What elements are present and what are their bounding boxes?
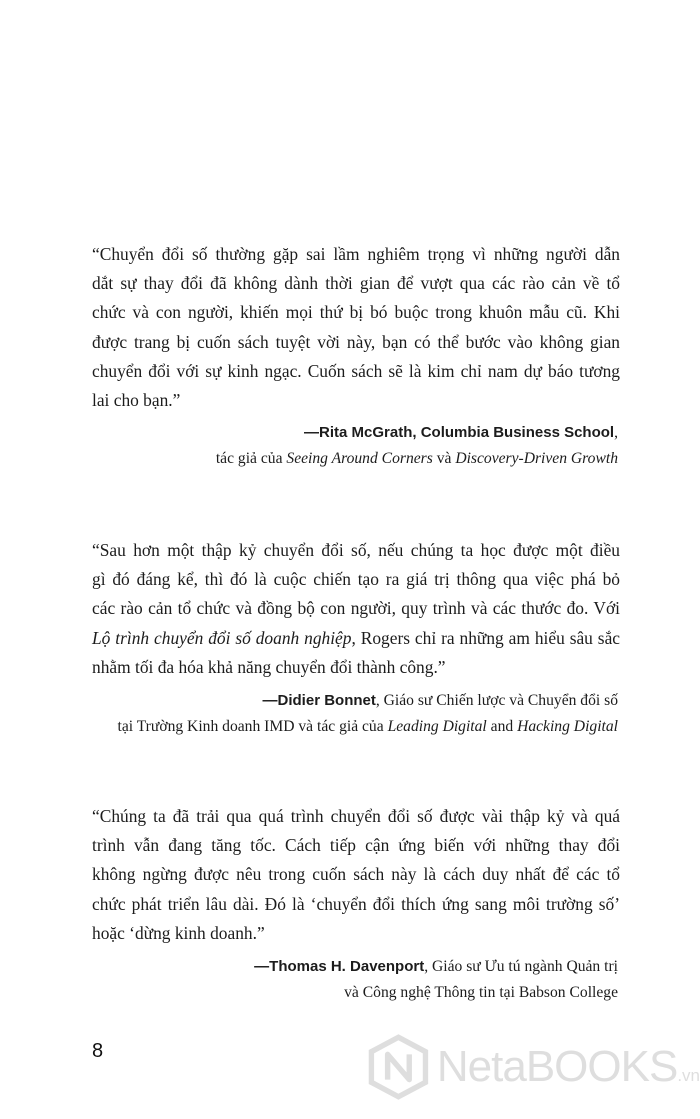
attribution-text: , [614,424,618,441]
page-number: 8 [92,1040,104,1062]
quote-line: lai cho bạn.” [92,390,181,411]
attribution-3 [58,954,618,1006]
quote-line: chức và con người, khiến mọi thứ bị bó buộc trong khuôn mẫu cũ. Khi [92,302,620,323]
quote-2 [92,536,620,682]
attribution-text: , Giáo sư Ưu tú ngành Quản trị [424,958,618,975]
quote-line: hoặc ‘dừng kinh doanh.” [92,922,265,943]
quote-line: nhằm tối đa hóa khả năng chuyển đổi thành công.” [92,656,446,677]
attribution-text: và [432,450,456,467]
attribution-text: tại Trường Kinh doanh IMD và tác giả của [117,718,388,735]
quote-line [92,624,620,653]
watermark-suffix: .vn [677,1066,700,1085]
attribution-line [58,446,618,472]
quote-line: chức phát triển lâu dài. Đó là ‘chuyển đổi thích ứng sang môi trường số’ [92,893,620,914]
attribution-line [58,688,618,714]
attribution-line: và Công nghệ Thông tin tại Babson College [344,984,618,1001]
quote-3 [92,802,620,948]
attribution-text: , Giáo sư Chiến lược và Chuyển đổi số [375,692,618,709]
book-title: Seeing Around Corners [286,450,433,467]
quote-line: “Chuyển đổi số thường gặp sai lầm nghiêm trọng vì những người dẫn [92,244,620,264]
author-name: —Didier Bonnet [262,692,376,709]
quote-line: chuyển đổi với sự kinh ngạc. Cuốn sách sẽ là kim chỉ nam dự báo tương [92,360,620,381]
author-name: —Rita McGrath, Columbia Business School [304,424,615,441]
quote-line: dắt sự thay đổi đã không dành thời gian để vượt qua các rào cản về tổ [92,273,620,294]
quote-line: gì đó đáng kể, thì đó là cuộc chiến tạo ra giá trị thông qua việc phá bỏ [92,569,620,590]
attribution-line [58,714,618,740]
quote-1 [92,240,620,415]
quote-line: “Sau hơn một thập kỷ chuyển đổi số, nếu chúng ta học được một điều [92,540,620,560]
book-title: Leading Digital [387,718,487,735]
author-name: —Thomas H. Davenport [254,958,425,975]
book-title: Discovery-Driven Growth [455,450,618,467]
attribution-line [58,420,618,446]
quote-line: được trang bị cuốn sách tuyệt vời này, bạn có thể bước vào không gian [92,331,620,352]
netabooks-logo-icon [366,1031,431,1103]
quote-line: không ngừng được nêu trong cuốn sách này là cách duy nhất để các tổ [92,864,620,885]
attribution-text: and [486,718,518,735]
book-title: Lộ trình chuyển đổi số doanh nghiệp [92,627,352,648]
book-title: Hacking Digital [517,718,618,735]
quote-line: “Chúng ta đã trải qua quá trình chuyển đổi số được vài thập kỷ và quá [92,806,620,826]
quote-line: các rào cản tổ chức và đồng bộ con người, quy trình và các thước đo. Với [92,598,620,619]
attribution-1 [58,420,618,472]
attribution-2 [58,688,618,740]
watermark [366,1027,700,1107]
attribution-text: tác giả của [215,450,287,467]
quote-text: , Rogers chỉ ra những am hiểu sâu sắc [351,627,621,648]
quote-line: trình vẫn đang tăng tốc. Cách tiếp cận ứng biến với những thay đổi [92,835,620,856]
watermark-text [437,1042,700,1092]
watermark-brand: NetaBOOKS [436,1042,678,1091]
attribution-line [58,954,618,980]
